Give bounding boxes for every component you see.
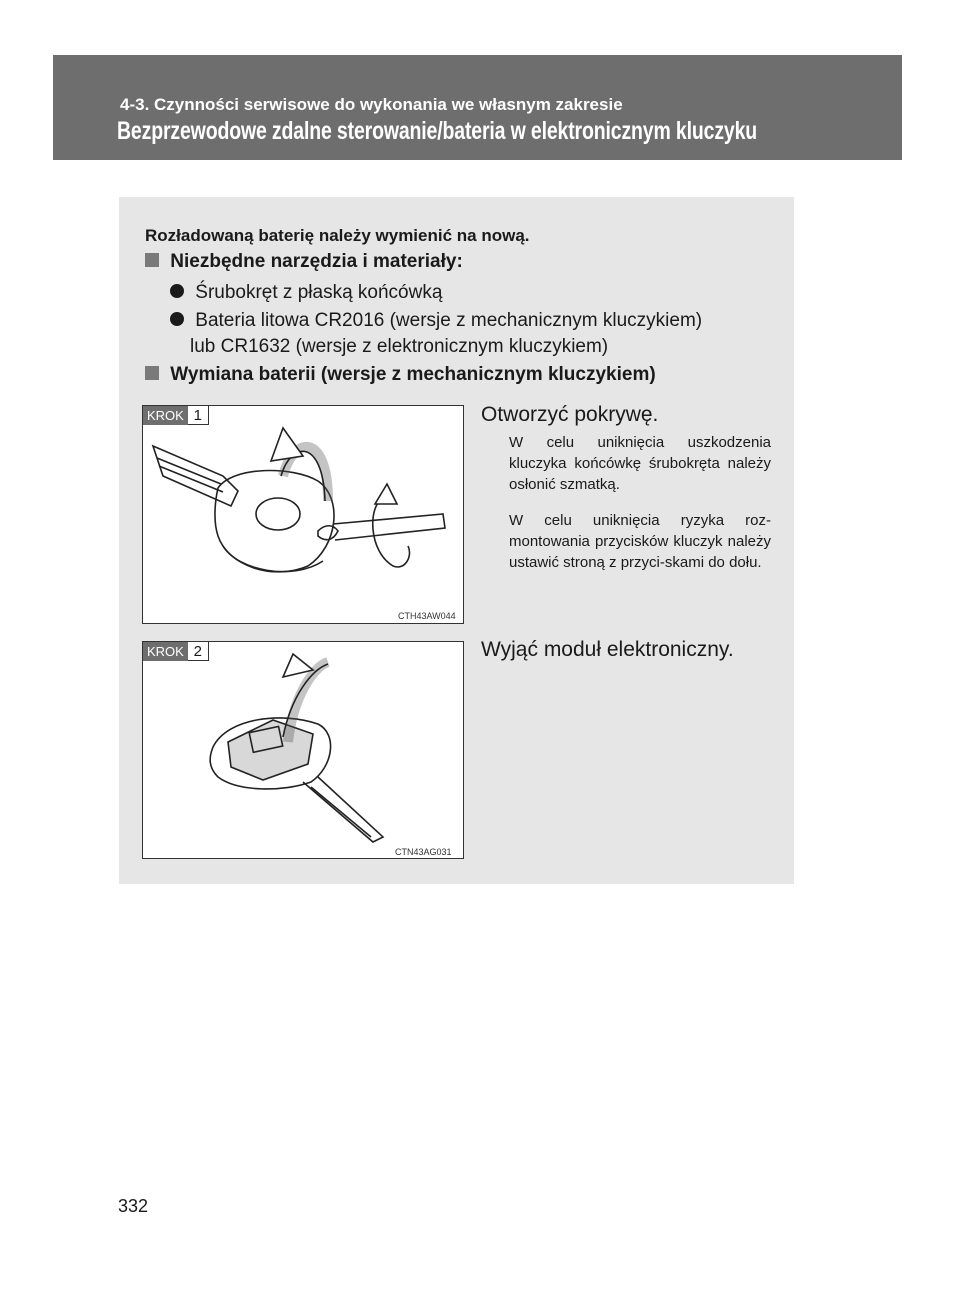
section-header [53,55,902,160]
round-bullet-icon [170,312,184,326]
replacement-heading [145,364,656,386]
step1-note: W celu uniknięcia ryzyka roz-montowania przycisków kluczyk należy ustawić stroną z przyci-skami do dołu. [509,512,771,571]
section-subtitle: 4-3. Czynności serwisowe do wykonania we własnym zakresie [120,95,623,114]
step-badge-label: KROK [143,642,188,661]
tools-heading [145,251,463,273]
key-module-illustration [143,642,463,858]
intro-text: Rozładowaną baterię należy wymienić na nową. [145,226,530,245]
tools-item-text: Śrubokręt z płaską końcówką [195,282,443,303]
page-title: Bezprzewodowe zdalne sterowanie/bateria w elektronicznym kluczyku [117,117,758,145]
tools-item-text: Bateria litowa CR2016 (wersje z mechanicznym kluczykiem) [195,310,703,331]
square-bullet-icon [145,366,159,380]
step-badge-label: KROK [143,406,188,425]
step1-figure [142,405,464,624]
step1-instruction: Otworzyć pokrywę. [481,403,659,426]
figure-code: CTN43AG031 [395,847,452,857]
figure-code: CTH43AW044 [398,611,456,621]
tools-item-continuation: lub CR1632 (wersje z elektronicznym kluczykiem) [190,336,609,357]
page-number: 332 [118,1196,149,1216]
step2-figure [142,641,464,859]
step-badge-number: 1 [188,406,209,425]
tools-item [170,310,702,332]
tools-item [170,282,442,304]
round-bullet-icon [170,284,184,298]
step-badge-number: 2 [188,642,209,661]
step1-note: W celu uniknięcia uszkodzenia kluczyka końcówkę śrubokręta należy osłonić szmatką. [509,434,771,493]
step2-instruction: Wyjąć moduł elektroniczny. [481,638,734,661]
tools-heading-label: Niezbędne narzędzia i materiały: [170,251,463,272]
square-bullet-icon [145,253,159,267]
replacement-heading-label: Wymiana baterii (wersje z mechanicznym kluczykiem) [170,364,656,385]
key-cover-illustration [143,406,463,623]
